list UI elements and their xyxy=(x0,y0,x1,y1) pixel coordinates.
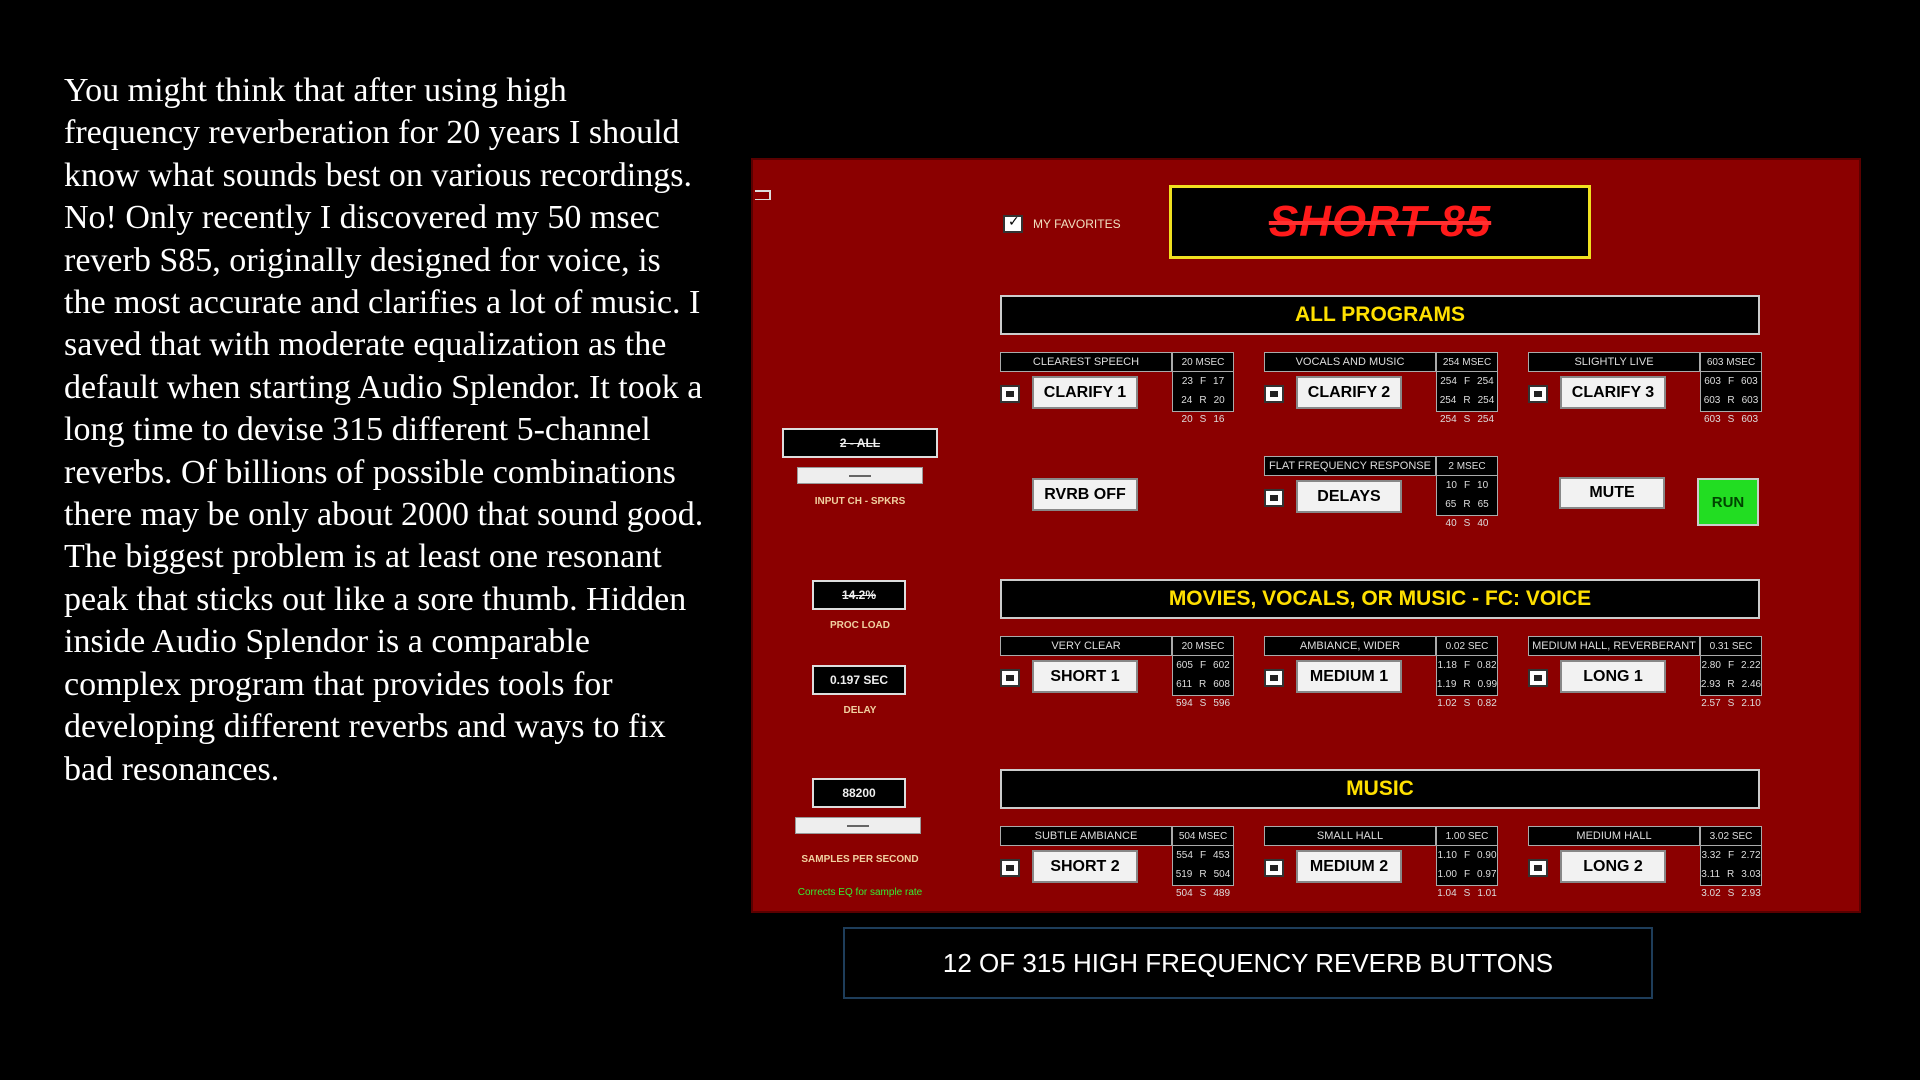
rear-row: 254 R 254 xyxy=(1439,395,1495,406)
front-row: 23 F 17 xyxy=(1181,376,1225,387)
clarify-2-button[interactable]: CLARIFY 2 xyxy=(1296,376,1402,409)
front-row: 603 F 603 xyxy=(1704,376,1758,387)
delays-button[interactable]: DELAYS xyxy=(1296,480,1402,513)
program-header: MEDIUM HALL, REVERBERANT xyxy=(1528,636,1700,656)
rear-row: 1.00 F 0.97 xyxy=(1437,869,1497,880)
proc-load-display: 14.2% xyxy=(812,580,906,610)
program-header: SUBTLE AMBIANCE xyxy=(1000,826,1172,846)
side-row: 40 S 40 xyxy=(1445,517,1489,529)
program-stats xyxy=(1172,352,1234,412)
program-short-2 xyxy=(1000,826,1233,899)
front-row: 3.32 F 2.72 xyxy=(1701,850,1761,861)
side-row: 254 S 254 xyxy=(1439,413,1495,425)
samples-caption: SAMPLES PER SECOND xyxy=(801,854,919,865)
slide-body-text: You might think that after using high frequency reverberation for 20 years I should know what sounds best on various recordings. No! Only recently I discovered my 50 msec reverb S85, originally designed for voice, is the most accurate and clarifies a lot of music. I saved that with moderate equalization as the default when starting Audio Splendor. It took a long time to devise 315 different 5-channel reverbs. Of billions of possible combinations there may be only about 2000 that sound good. The biggest problem is at least one resonant peak that sticks out like a sore thumb. Hidden inside Audio Splendor is a comparable complex program that provides tools for developing different reverbs and ways to fix bad resonances. xyxy=(64,72,704,788)
rvrb-off-button[interactable]: RVRB OFF xyxy=(1032,478,1138,511)
side-row: 1.02 S 0.82 xyxy=(1437,697,1497,709)
program-clarify-2 xyxy=(1264,352,1497,425)
program-long-2 xyxy=(1528,826,1761,899)
program-stats xyxy=(1436,826,1498,886)
rear-row: 519 R 504 xyxy=(1175,869,1231,880)
section-music: MUSIC xyxy=(1000,769,1760,809)
program-time: 603 MSEC xyxy=(1701,353,1761,372)
audio-splendor-window xyxy=(751,158,1861,913)
front-row: 2.80 F 2.22 xyxy=(1701,660,1761,671)
side-row: 20 S 16 xyxy=(1181,413,1225,425)
side-row: 504 S 489 xyxy=(1175,887,1231,899)
samples-display[interactable]: 88200 xyxy=(812,778,906,808)
program-header: SLIGHTLY LIVE xyxy=(1528,352,1700,372)
program-time: 2 MSEC xyxy=(1437,457,1497,476)
rear-row: 65 R 65 xyxy=(1445,499,1489,510)
mute-button[interactable]: MUTE xyxy=(1559,477,1665,509)
side-row: 594 S 596 xyxy=(1175,697,1231,709)
side-row: 1.04 S 1.01 xyxy=(1437,887,1497,899)
program-time: 3.02 SEC xyxy=(1701,827,1761,846)
program-stats xyxy=(1436,352,1498,412)
program-stats xyxy=(1172,826,1234,886)
program-medium-1 xyxy=(1264,636,1498,709)
favorite-checkbox[interactable] xyxy=(1264,489,1284,507)
favorites-toggle[interactable] xyxy=(1003,215,1121,233)
favorites-checkbox[interactable] xyxy=(1003,215,1023,233)
favorite-checkbox[interactable] xyxy=(1000,859,1020,877)
clarify-1-button[interactable]: CLARIFY 1 xyxy=(1032,376,1138,409)
side-row: 2.57 S 2.10 xyxy=(1701,697,1761,709)
program-medium-2 xyxy=(1264,826,1497,899)
front-row: 1.10 F 0.90 xyxy=(1437,850,1497,861)
program-short-1 xyxy=(1000,636,1233,709)
program-header: SMALL HALL xyxy=(1264,826,1436,846)
favorite-checkbox[interactable] xyxy=(1264,385,1284,403)
favorite-checkbox[interactable] xyxy=(1264,669,1284,687)
program-time: 0.02 SEC xyxy=(1437,637,1497,656)
front-row: 554 F 453 xyxy=(1176,850,1230,861)
rear-row: 1.19 R 0.99 xyxy=(1436,679,1498,690)
rear-row: 24 R 20 xyxy=(1181,395,1225,406)
favorite-checkbox[interactable] xyxy=(1528,385,1548,403)
program-stats xyxy=(1700,352,1762,412)
medium-1-button[interactable]: MEDIUM 1 xyxy=(1296,660,1402,693)
program-clarify-3 xyxy=(1528,352,1761,425)
program-time: 254 MSEC xyxy=(1437,353,1497,372)
rear-row: 3.11 R 3.03 xyxy=(1701,869,1761,880)
clarify-3-button[interactable]: CLARIFY 3 xyxy=(1560,376,1666,409)
program-time: 504 MSEC xyxy=(1173,827,1233,846)
rear-row: 603 R 603 xyxy=(1703,395,1759,406)
program-stats xyxy=(1172,636,1234,696)
side-row: 603 S 603 xyxy=(1703,413,1759,425)
program-time: 1.00 SEC xyxy=(1437,827,1497,846)
program-clarify-1 xyxy=(1000,352,1233,425)
section-all-programs: ALL PROGRAMS xyxy=(1000,295,1760,335)
program-header: VOCALS AND MUSIC xyxy=(1264,352,1436,372)
delay-caption: DELAY xyxy=(843,705,877,716)
rear-row: 2.93 R 2.46 xyxy=(1700,679,1762,690)
current-program-display xyxy=(1169,185,1591,259)
favorite-checkbox[interactable] xyxy=(1264,859,1284,877)
run-button[interactable]: RUN xyxy=(1697,478,1759,526)
delay-display: 0.197 SEC xyxy=(812,665,906,695)
front-row: 10 F 10 xyxy=(1445,480,1489,491)
rear-row: 611 R 608 xyxy=(1176,679,1230,690)
program-time: 20 MSEC xyxy=(1173,353,1233,372)
program-stats xyxy=(1436,636,1498,696)
program-header: MEDIUM HALL xyxy=(1528,826,1700,846)
window-corner-icon[interactable] xyxy=(755,190,771,200)
proc-load-caption: PROC LOAD xyxy=(830,620,890,631)
program-stats xyxy=(1436,456,1498,516)
program-stats xyxy=(1700,636,1762,696)
input-channel-slider[interactable] xyxy=(797,467,923,484)
program-delays xyxy=(1264,456,1497,529)
input-channel-caption: INPUT CH - SPKRS xyxy=(814,496,906,507)
side-row: 3.02 S 2.93 xyxy=(1701,887,1761,899)
favorite-checkbox[interactable] xyxy=(1528,859,1548,877)
program-header: CLEAREST SPEECH xyxy=(1000,352,1172,372)
program-long-1 xyxy=(1528,636,1762,709)
program-header: VERY CLEAR xyxy=(1000,636,1172,656)
long-1-button[interactable]: LONG 1 xyxy=(1560,660,1666,693)
long-2-button[interactable]: LONG 2 xyxy=(1560,850,1666,883)
front-row: 254 F 254 xyxy=(1440,376,1494,387)
short-2-button[interactable]: SHORT 2 xyxy=(1032,850,1138,883)
program-header: FLAT FREQUENCY RESPONSE xyxy=(1264,456,1436,476)
program-header: AMBIANCE, WIDER xyxy=(1264,636,1436,656)
samples-slider[interactable] xyxy=(795,817,921,834)
favorite-checkbox[interactable] xyxy=(1528,669,1548,687)
figure-caption: 12 OF 315 HIGH FREQUENCY REVERB BUTTONS xyxy=(843,927,1653,999)
front-row: 1.18 F 0.82 xyxy=(1437,660,1497,671)
favorites-label: MY FAVORITES xyxy=(1033,217,1121,231)
program-time: 20 MSEC xyxy=(1173,637,1233,656)
input-channel-display[interactable]: 2 - ALL xyxy=(782,428,938,458)
front-row: 605 F 602 xyxy=(1176,660,1230,671)
current-program-title: SHORT 85 xyxy=(1268,197,1492,246)
short-1-button[interactable]: SHORT 1 xyxy=(1032,660,1138,693)
program-stats xyxy=(1700,826,1762,886)
medium-2-button[interactable]: MEDIUM 2 xyxy=(1296,850,1402,883)
favorite-checkbox[interactable] xyxy=(1000,669,1020,687)
section-movies-vocals-music: MOVIES, VOCALS, OR MUSIC - FC: VOICE xyxy=(1000,579,1760,619)
favorite-checkbox[interactable] xyxy=(1000,385,1020,403)
eq-correction-note: Corrects EQ for sample rate xyxy=(797,887,923,898)
program-time: 0.31 SEC xyxy=(1701,637,1761,656)
